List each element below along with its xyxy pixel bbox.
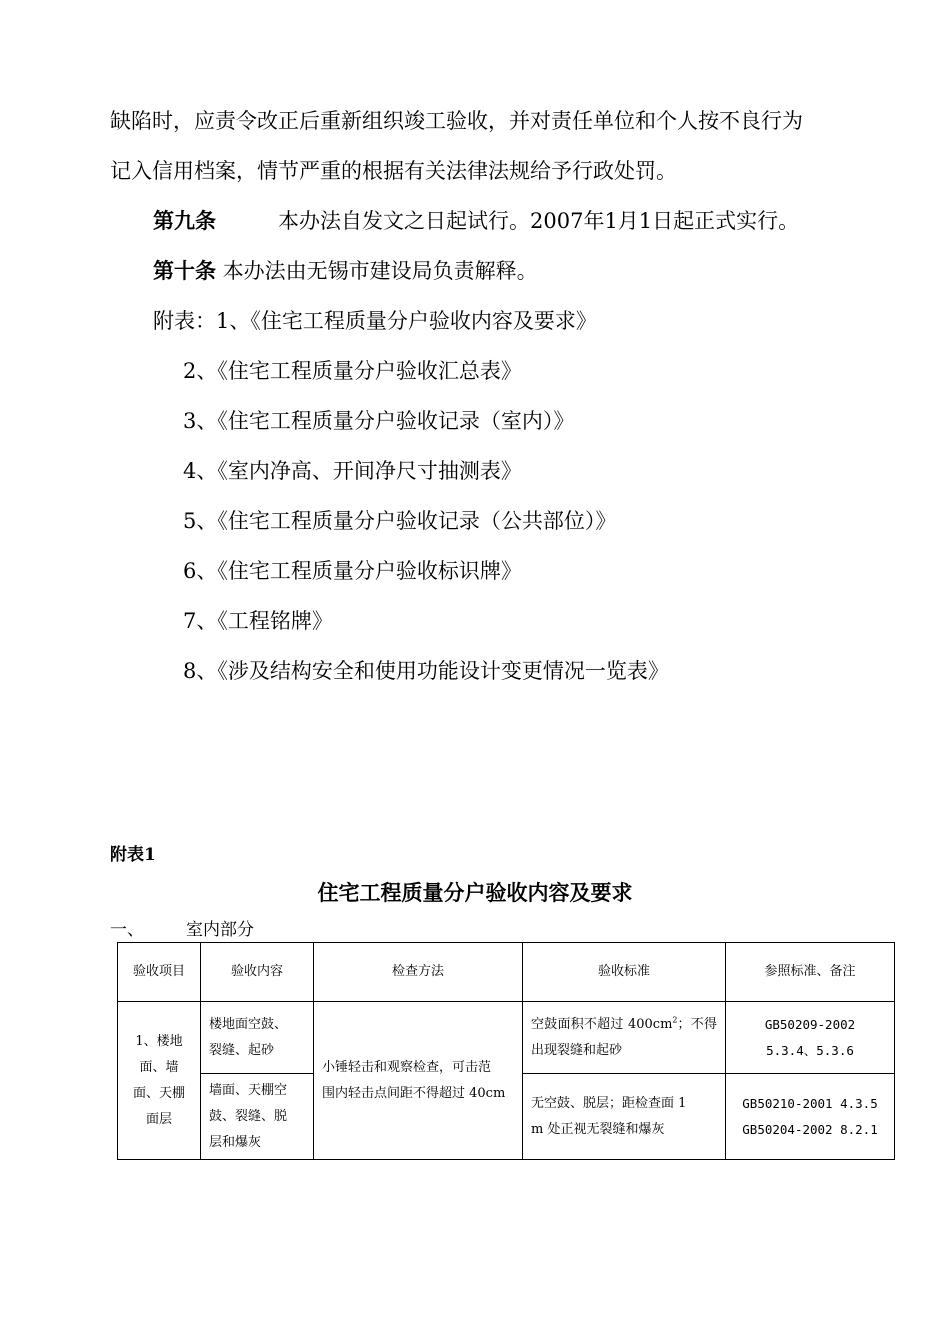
item-cell: 1、楼地 面、墙 面、天棚 面层 bbox=[118, 1002, 201, 1160]
attachment-item: 7、《工程铭牌》 bbox=[183, 609, 333, 633]
header-cell: 验收标准 bbox=[523, 943, 726, 1002]
reference-cell: GB50210-2001 4.3.5 GB50204-2002 8.2.1 bbox=[726, 1074, 895, 1160]
paragraph-continuation-2: 记入信用档案，情节严重的根据有关法律法规给予行政处罚。 bbox=[110, 159, 677, 183]
paragraph-continuation: 缺陷时，应责令改正后重新组织竣工验收，并对责任单位和个人按不良行为 bbox=[110, 109, 803, 133]
standard-cell: 无空鼓、脱层；距检查面 1 m 处正视无裂缝和爆灰 bbox=[523, 1074, 726, 1160]
table-row bbox=[118, 1002, 895, 1074]
article-9-text: 本办法自发文之日起试行。2007年1月1日起正式实行。 bbox=[278, 209, 800, 233]
attachment-item: 8、《涉及结构安全和使用功能设计变更情况一览表》 bbox=[183, 659, 669, 683]
header-cell: 验收内容 bbox=[201, 943, 314, 1002]
header-cell: 检查方法 bbox=[314, 943, 523, 1002]
attachment-item: 3、《住宅工程质量分户验收记录（室内）》 bbox=[183, 409, 575, 433]
article-10-label: 第十条 bbox=[153, 258, 216, 283]
article-9-label: 第九条 bbox=[153, 208, 216, 233]
table-title: 住宅工程质量分户验收内容及要求 bbox=[317, 880, 633, 905]
attachment-item: 4、《室内净高、开间净尺寸抽测表》 bbox=[183, 459, 522, 483]
reference-cell: GB50209-2002 5.3.4、5.3.6 bbox=[726, 1002, 895, 1074]
header-cell: 验收项目 bbox=[118, 943, 201, 1002]
attachments-intro: 附表：1、《住宅工程质量分户验收内容及要求》 bbox=[153, 309, 597, 333]
content-cell: 楼地面空鼓、 裂缝、起砂 bbox=[201, 1002, 314, 1074]
header-cell: 参照标准、备注 bbox=[726, 943, 895, 1002]
content-cell: 墙面、天棚空 鼓、裂缝、脱 层和爆灰 bbox=[201, 1074, 314, 1160]
method-cell: 小锤轻击和观察检查，可击范 围内轻击点间距不得超过 40cm bbox=[314, 1002, 523, 1160]
table-header-row bbox=[118, 943, 895, 1002]
article-10 bbox=[153, 256, 538, 286]
requirements-table bbox=[117, 942, 895, 1160]
section-number: 一、 bbox=[110, 920, 144, 940]
section-name: 室内部分 bbox=[186, 920, 254, 940]
article-10-text: 本办法由无锡市建设局负责解释。 bbox=[222, 259, 538, 283]
attachment-item: 2、《住宅工程质量分户验收汇总表》 bbox=[183, 359, 522, 383]
section-label bbox=[110, 918, 254, 942]
article-9 bbox=[153, 206, 799, 236]
attachment-item: 6、《住宅工程质量分户验收标识牌》 bbox=[183, 559, 522, 583]
standard-cell: 空鼓面积不超过 $400cm^2$；不得出现裂缝和起砂 bbox=[523, 1002, 726, 1074]
appendix-label: 附表1 bbox=[110, 845, 156, 865]
attachment-item: 5、《住宅工程质量分户验收记录（公共部位）》 bbox=[183, 509, 617, 533]
